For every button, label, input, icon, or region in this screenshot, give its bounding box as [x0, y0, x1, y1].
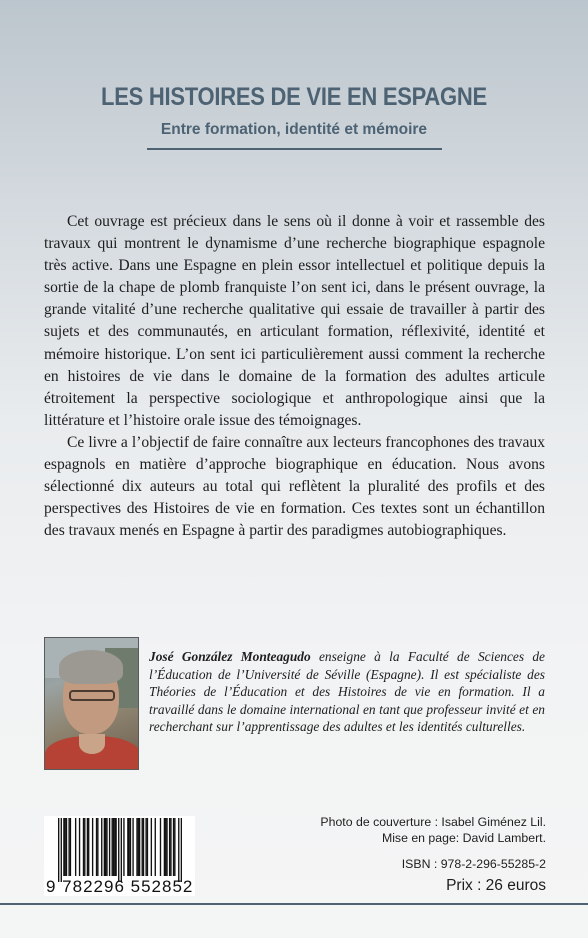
barcode-bar — [138, 818, 139, 876]
summary-paragraph-2: Ce livre a l’objectif de faire connaître aux lecteurs francophones des travaux espagnols en matière d’approche biographique en éducation. Nous avons sélectionné dix auteurs au total qui reflètent la pluralité des profils et des perspectives des Histoires de vie en formation. Ces textes sont un échantillon des travaux menés en Espagne à partir des paradigmes autobiographiques. — [44, 433, 545, 540]
barcode-bar — [160, 818, 161, 876]
barcode-bar — [65, 818, 66, 876]
barcode-bar — [128, 818, 129, 876]
barcode-bar — [101, 818, 102, 876]
barcode-bar — [84, 818, 85, 876]
barcode-bar — [112, 818, 113, 876]
barcode-bar — [79, 818, 80, 876]
barcode-bar — [130, 818, 131, 876]
barcode-bar — [92, 818, 93, 876]
credits — [320, 814, 546, 846]
barcode-bar — [127, 818, 128, 876]
barcode-bar — [118, 818, 119, 882]
barcode-bar — [83, 818, 84, 876]
author-photo — [44, 637, 139, 770]
barcode-bar — [106, 818, 107, 876]
barcode-bars — [58, 818, 182, 884]
photo-credit: Photo de couverture : Isabel Giménez Lil. — [320, 815, 546, 829]
barcode-bar — [113, 818, 114, 876]
barcode-bar — [66, 818, 67, 876]
author-bio — [149, 648, 545, 736]
barcode-bar — [87, 818, 88, 876]
barcode-bar — [105, 818, 106, 876]
book-title: LES HISTOIRES DE VIE EN ESPAGNE — [101, 83, 487, 111]
barcode-bar — [169, 818, 170, 876]
barcode-bar — [132, 818, 133, 876]
layout-credit: Mise en page: David Lambert. — [381, 831, 546, 845]
barcode-bar — [68, 818, 69, 876]
barcode-bar — [170, 818, 171, 876]
barcode-bar — [104, 818, 105, 876]
barcode-bar — [88, 818, 89, 876]
bottom-divider — [0, 903, 588, 905]
barcode-digits: 9 782296 552852 — [46, 877, 194, 896]
author-bio-text: enseigne à la Faculté de Sciences de l’Éducation de l’Université de Séville (Espagne). Il est spécialiste des Théories de l’Éducation et des Histoires de vie en formation. Il a travaillé dans le domaine international en tant que professeur invité et en recherchant sur l’apprentissage des adultes et les identités culturelles. — [149, 649, 545, 734]
author-name: José González Monteagudo — [149, 649, 311, 664]
isbn: ISBN : 978-2-296-55285-2 — [401, 857, 546, 871]
barcode-bar — [166, 818, 167, 876]
barcode-bar — [178, 818, 179, 882]
barcode-bar — [63, 818, 64, 876]
barcode-bar — [136, 818, 137, 876]
barcode-bar — [151, 818, 152, 876]
barcode-bar — [114, 818, 115, 876]
barcode-bar — [61, 818, 62, 882]
title-divider — [147, 148, 442, 150]
barcode-bar — [75, 818, 76, 876]
barcode-bar — [97, 818, 98, 876]
barcode-bar — [173, 818, 174, 876]
barcode — [44, 816, 195, 896]
barcode-bar — [147, 818, 148, 876]
barcode-bar — [174, 818, 175, 876]
summary-paragraph-1: Cet ouvrage est précieux dans le sens où il donne à voir et rassemble des travaux qui montrent le dynamisme d’une recherche biographique espagnole très active. Dans une Espagne en plein essor intellectuel et politique depuis la sortie de la chape de plomb franquiste l’on sent ici, dans le présent ouvrage, la grande vitalité d’une recherche qualitative qui essaie de travailler à partir des sujets et des communautés, en articulant formation, réflexivité, identité et mémoire historique. L’on sent ici particulièrement aussi comment la recherche en histoires de vie dans le domaine de la formation des adultes articule étroitement la perspective sociologique et anthropologique ainsi que la littérature et l’histoire orale issue des témoignages. — [44, 213, 545, 429]
barcode-bar — [96, 818, 97, 876]
book-subtitle: Entre formation, identité et mémoire — [160, 121, 428, 138]
barcode-bar — [109, 818, 110, 876]
barcode-bar — [155, 818, 156, 876]
barcode-bar — [142, 818, 143, 876]
barcode-bar — [58, 818, 59, 882]
summary-text — [44, 211, 545, 542]
barcode-bar — [139, 818, 140, 876]
barcode-bar — [115, 818, 116, 876]
barcode-bar — [121, 818, 122, 882]
barcode-bar — [181, 818, 182, 882]
barcode-bar — [70, 818, 71, 876]
barcode-bar — [164, 818, 165, 876]
price: Prix : 26 euros — [446, 877, 546, 894]
barcode-bar — [145, 818, 146, 876]
barcode-bar — [143, 818, 144, 876]
barcode-bar — [165, 818, 166, 876]
barcode-bar — [123, 818, 124, 876]
